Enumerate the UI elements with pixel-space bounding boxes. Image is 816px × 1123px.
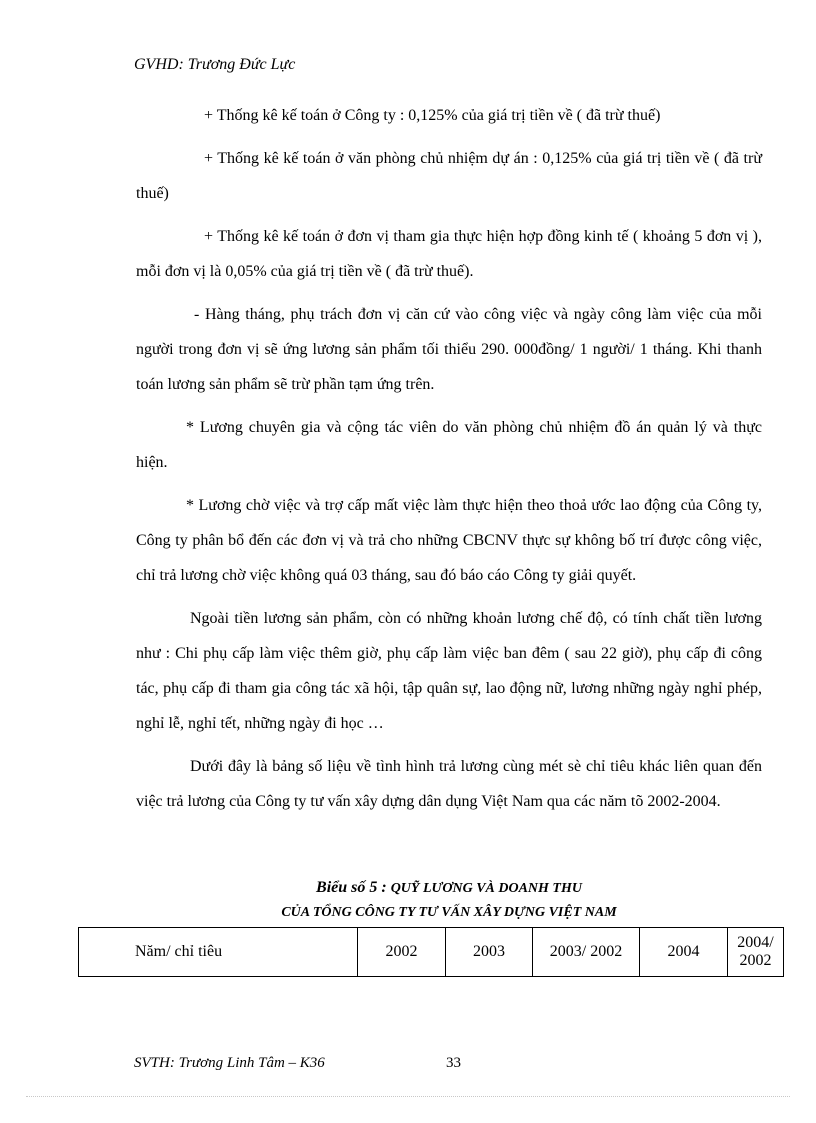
table-header-cell: Năm/ chỉ tiêu [79, 928, 358, 977]
paragraph-3: + Thống kê kế toán ở đơn vị tham gia thực hiện hợp đồng kinh tế ( khoảng 5 đơn vị ), mỗi đơn vị là 0,05% của giá trị tiền về ( đã trừ thuế). [136, 228, 762, 280]
caption-title-1: QUỸ LƯƠNG VÀ DOANH THU [390, 881, 582, 896]
paragraph-4: - Hàng tháng, phụ trách đơn vị căn cứ vào công việc và ngày công làm việc của mỗi người trong đơn vị sẽ ứng lương sản phẩm tối thiểu 290. 000đồng/ 1 người/ 1 tháng. Khi thanh toán lương sản phẩm sẽ trừ phần tạm ứng trên. [136, 306, 762, 393]
paragraph-7: Ngoài tiền lương sản phẩm, còn có những khoản lương chế độ, có tính chất tiền lương như : Chi phụ cấp làm việc thêm giờ, phụ cấp làm việc ban đêm ( sau 22 giờ), phụ cấp đi công tác, phụ cấp đi tham gia công tác xã hội, tập quân sự, lao động nữ, lương những ngày nghỉ phép, nghỉ lễ, nghỉ tết, những ngày đi học … [136, 610, 762, 732]
paragraph-2: + Thống kê kế toán ở văn phòng chủ nhiệm dự án : 0,125% của giá trị tiền về ( đã trừ thuế) [136, 150, 762, 202]
page-number: 33 [446, 1055, 461, 1071]
table-header-cell: 2004/ 2002 [728, 928, 784, 977]
paragraph-6: * Lương chờ việc và trợ cấp mất việc làm thực hiện theo thoả ước lao động của Công ty, Công ty phân bổ đến các đơn vị và trả cho những CBCNV thực sự không bố trí được công việc, chỉ trả lương chờ việc không quá 03 tháng, sau đó báo cáo Công ty giải quyết. [136, 497, 762, 584]
table-header-cell: 2004 [640, 928, 728, 977]
paragraph-1: + Thống kê kế toán ở Công ty : 0,125% của giá trị tiền về ( đã trừ thuế) [204, 107, 661, 124]
body-text [136, 98, 762, 827]
footer-student: SVTH: Trương Linh Tâm – K36 [134, 1055, 325, 1071]
data-table [78, 927, 784, 977]
caption-line-1 [136, 876, 762, 901]
paragraph-8: Dưới đây là bảng số liệu về tình hình trả lương cùng mét sè chỉ tiêu khác liên quan đến việc trả lương của Công ty tư vấn xây dựng dân dụng Việt Nam qua các năm tõ 2002-2004. [136, 758, 762, 810]
caption-label: Biểu số 5 : [316, 879, 391, 896]
table-header-row [79, 928, 784, 977]
table-header-cell: 2003 [446, 928, 533, 977]
table-header-cell: 2002 [358, 928, 446, 977]
page-divider [26, 1096, 790, 1097]
paragraph-5: * Lương chuyên gia và cộng tác viên do văn phòng chủ nhiệm đồ án quản lý và thực hiện. [136, 419, 762, 471]
header-instructor: GVHD: Trương Đức Lực [134, 56, 296, 73]
table-caption [136, 876, 762, 925]
table-header-cell: 2003/ 2002 [533, 928, 640, 977]
caption-title-2: CỦA TỔNG CÔNG TY TƯ VẤN XÂY DỰNG VIỆT NAM [281, 905, 617, 920]
